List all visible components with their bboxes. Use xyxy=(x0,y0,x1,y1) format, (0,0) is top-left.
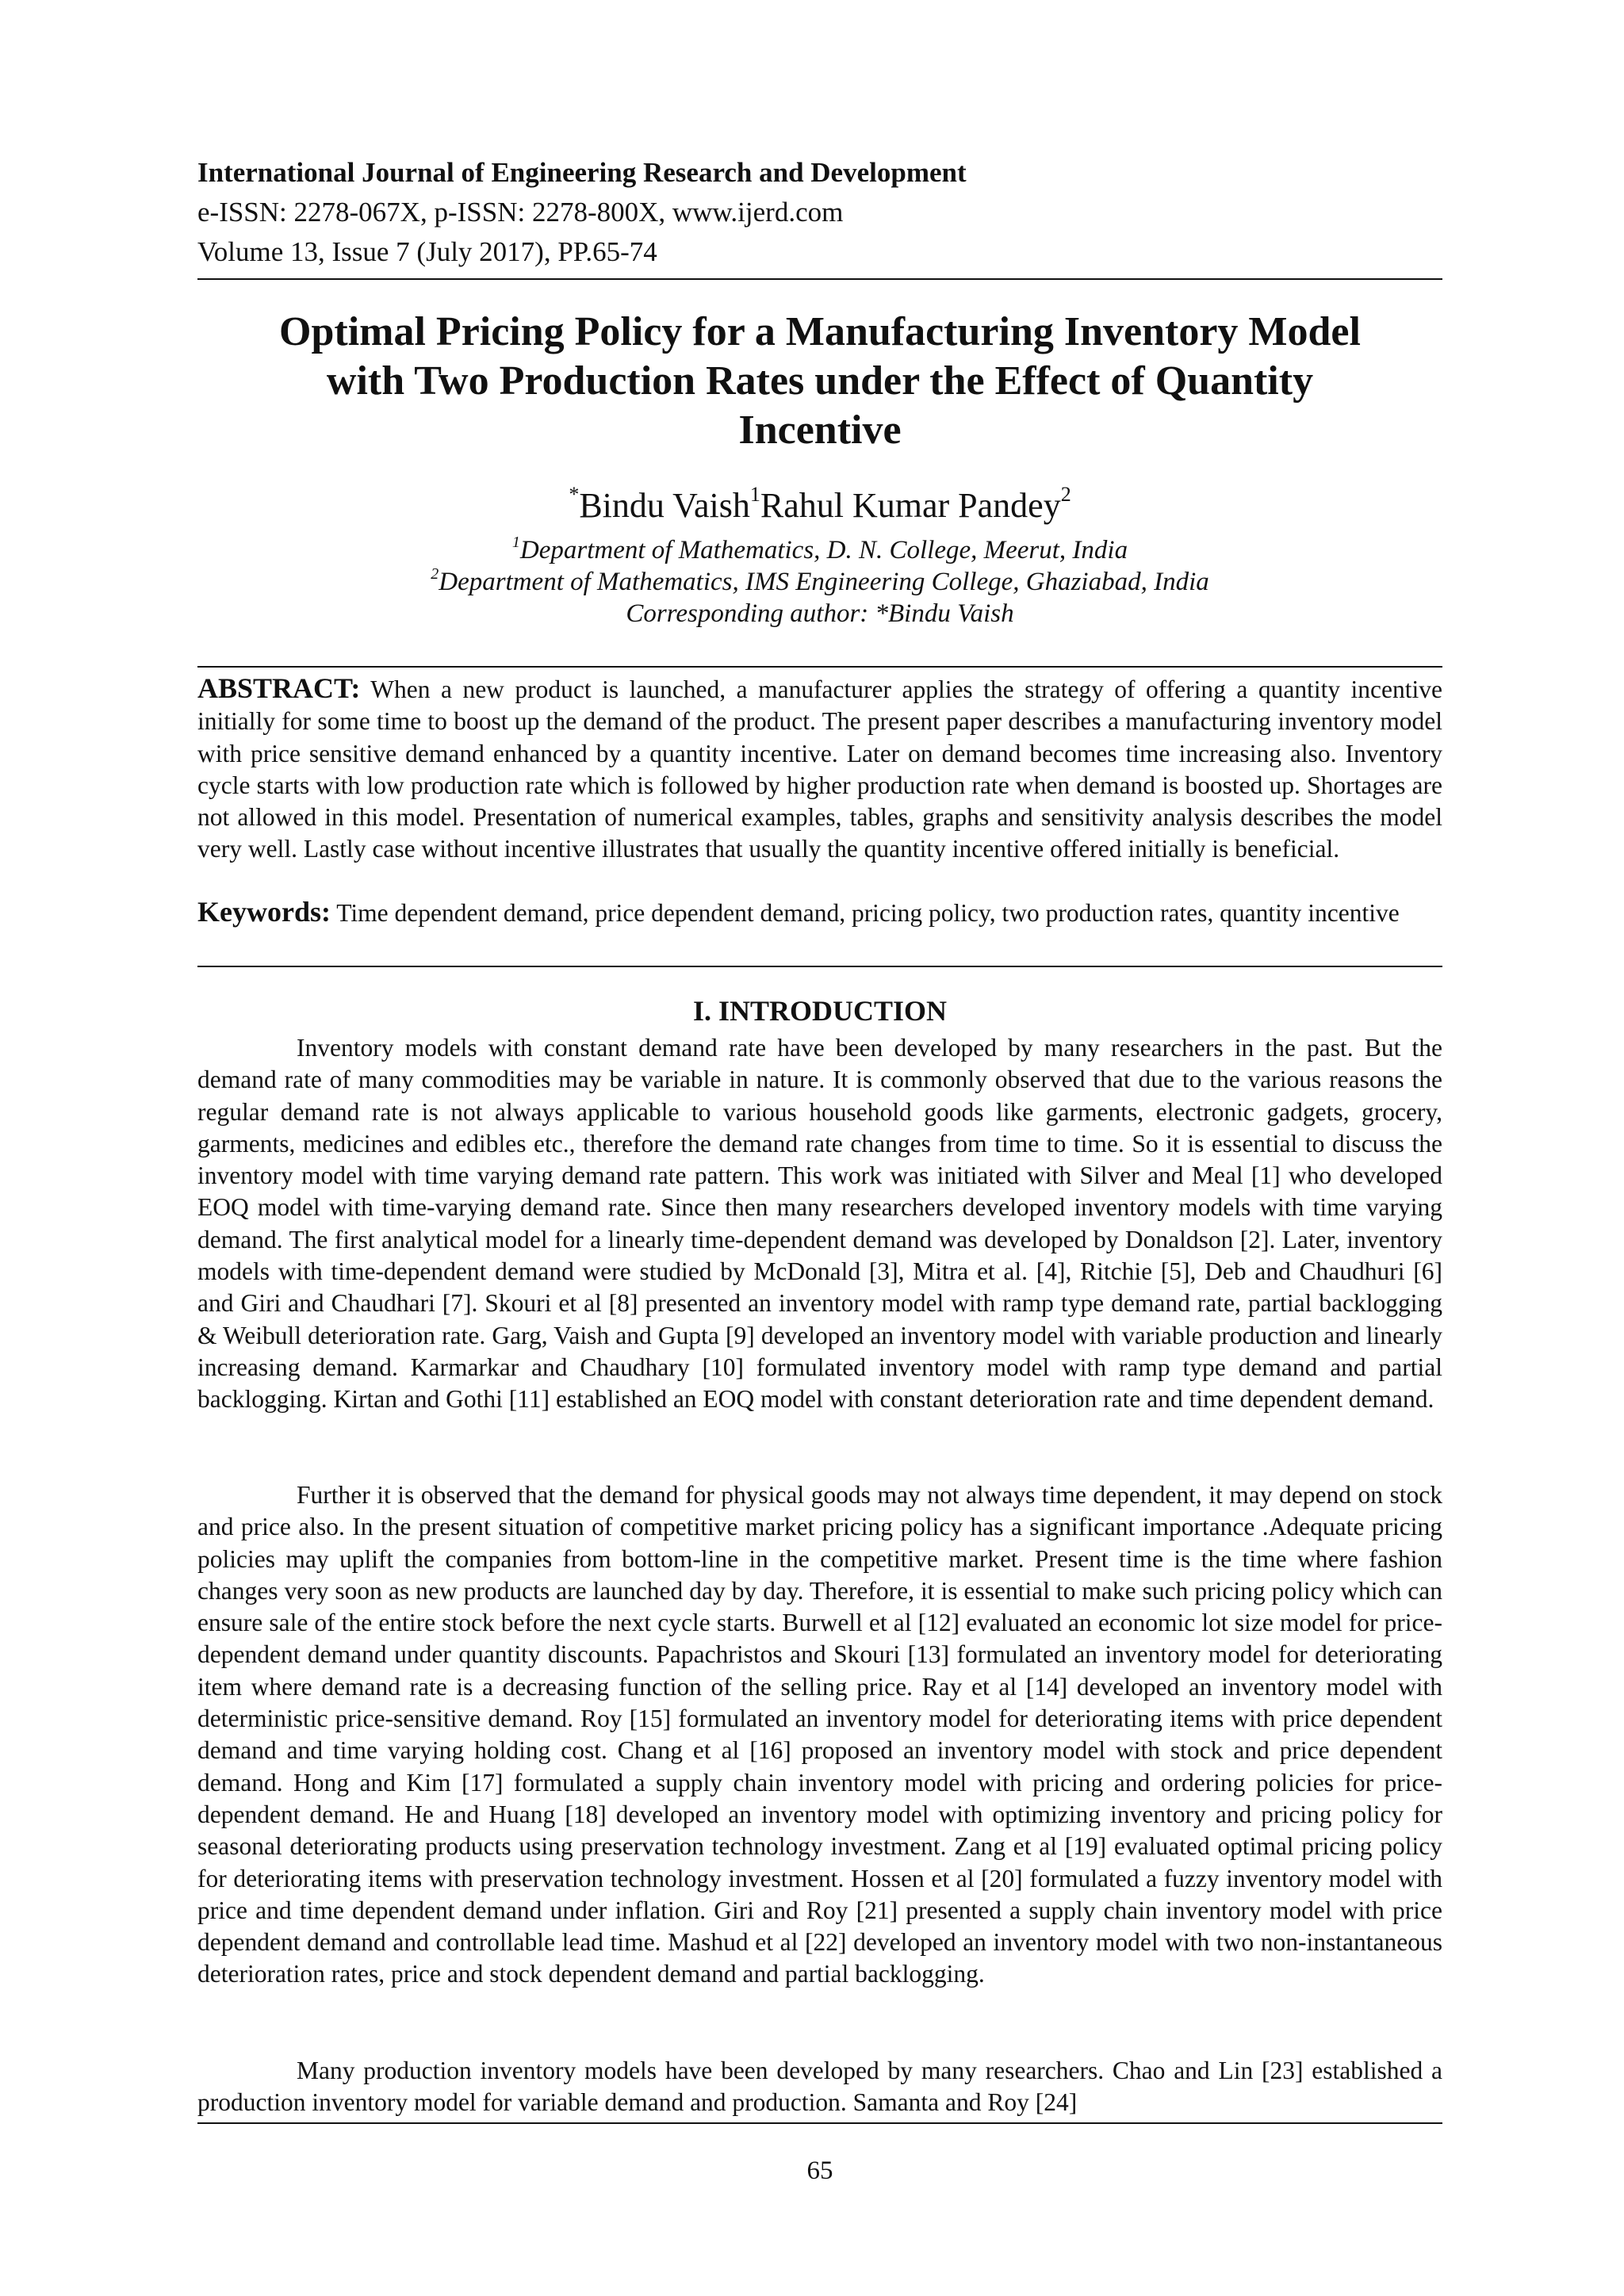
author-1-affil: 1 xyxy=(749,483,760,506)
abstract xyxy=(197,672,1442,866)
corresponding-mark: * xyxy=(569,483,580,506)
footer-rule xyxy=(197,2122,1442,2124)
abstract-top-rule xyxy=(197,666,1442,668)
title-line-2: with Two Production Rates under the Effect of Quantity xyxy=(326,358,1314,404)
abstract-label: ABSTRACT: xyxy=(197,672,361,704)
title-line-1: Optimal Pricing Policy for a Manufacturing Inventory Model xyxy=(279,309,1361,354)
author-2: Rahul Kumar Pandey xyxy=(760,486,1061,525)
header-rule xyxy=(197,278,1442,280)
author-1: Bindu Vaish xyxy=(579,486,750,525)
intro-paragraph-1: Inventory models with constant demand rate have been developed by many researchers in the past. But the demand rate of many commodities may be variable in nature. It is commonly observed that due to the various reasons the regular demand rate is not always applicable to various household goods like garments, electronic gadgets, grocery, garments, medicines and edibles etc., therefore the demand rate changes from time to time. So it is essential to discuss the inventory model with time varying demand rate pattern. This work was initiated with Silver and Meal [1] who developed EOQ model with time-varying demand rate. Since then many researchers developed inventory models with time varying demand. The first analytical model for a linearly time-dependent demand was developed by Donaldson [2]. Later, inventory models with time-dependent demand were studied by McDonald [3], Mitra et al. [4], Ritchie [5], Deb and Chaudhuri [6] and Giri and Chaudhari [7]. Skouri et al [8] presented an inventory model with ramp type demand rate, partial backlogging & Weibull deterioration rate. Garg, Vaish and Gupta [9] developed an inventory model with variable production and linearly increasing demand. Karmarkar and Chaudhary [10] formulated inventory model with ramp type demand and partial backlogging. Kirtan and Gothi [11] established an EOQ model with constant deterioration rate and time dependent demand. xyxy=(197,1034,1442,1414)
title-line-3: Incentive xyxy=(738,408,902,453)
intro-paragraph-3: Many production inventory models have been developed by many researchers. Chao and Lin [23] established a production inventory model for variable demand and production. Samanta and Roy [24] xyxy=(197,2057,1442,2117)
affiliation-2: $^2$Department of Mathematics, IMS Engineering College, Ghaziabad, India xyxy=(431,565,1209,596)
author-2-affil: 2 xyxy=(1060,483,1071,506)
author-list xyxy=(197,485,1442,526)
keywords-text: Time dependent demand, price dependent demand, pricing policy, two production rates, quantity incentive xyxy=(336,899,1400,927)
journal-name: International Journal of Engineering Research and Development xyxy=(197,157,967,188)
journal-issn: e-ISSN: 2278-067X, p-ISSN: 2278-800X, www.ijerd.com xyxy=(197,197,844,228)
affiliation-1: $^1$Department of Mathematics, D. N. College, Meerut, India xyxy=(511,534,1128,564)
keywords-label: Keywords: xyxy=(197,896,331,928)
section-heading-introduction: I. INTRODUCTION xyxy=(692,995,948,1027)
keywords-bottom-rule xyxy=(197,966,1442,967)
paper-title xyxy=(197,308,1442,455)
intro-paragraph-2: Further it is observed that the demand for physical goods may not always time dependent, it may depend on stock and price also. In the present situation of competitive market pricing policy has a significant importance .Adequate pricing policies may uplift the companies from bottom-line in the competitive market. Present time is the time where fashion changes very soon as new products are launched day by day. Therefore, it is essential to make such pricing policy which can ensure sale of the entire stock before the next cycle starts. Burwell et al [12] evaluated an economic lot size model for price-dependent demand under quantity discounts. Papachristos and Skouri [13] formulated an inventory model for deteriorating item where demand rate is a decreasing function of the selling price. Ray et al [14] developed an inventory model with deterministic price-sensitive demand. Roy [15] formulated an inventory model for deteriorating items with price dependent demand and time varying holding cost. Chang et al [16] proposed an inventory model with stock and price dependent demand. Hong and Kim [17] formulated a supply chain inventory model with pricing and ordering policies for price-dependent demand. He and Huang [18] developed an inventory model with optimizing inventory and pricing policy for seasonal deteriorating products using preservation technology investment. Zang et al [19] evaluated optimal pricing policy for deteriorating items with preservation technology investment. Hossen et al [20] formulated a fuzzy inventory model with price and time dependent demand under inflation. Giri and Roy [21] presented a supply chain inventory model with price dependent demand and controllable lead time. Mashud et al [22] developed an inventory model with two non-instantaneous deterioration rates, price and stock dependent demand and partial backlogging. xyxy=(197,1481,1442,1988)
page-number: 65 xyxy=(806,2156,833,2185)
journal-volume: Volume 13, Issue 7 (July 2017), PP.65-74 xyxy=(197,236,657,267)
corresponding-author: Corresponding author: *Bindu Vaish xyxy=(626,599,1014,628)
keywords xyxy=(197,896,1442,929)
abstract-text: When a new product is launched, a manufacturer applies the strategy of offering a quantity incentive initially for some time to boost up the demand of the product. The present paper describes a manufacturing inventory model with price sensitive demand enhanced by a quantity incentive. Later on demand becomes time increasing also. Inventory cycle starts with low production rate which is followed by higher production rate when demand is boosted up. Shortages are not allowed in this model. Presentation of numerical examples, tables, graphs and sensitivity analysis describes the model very well. Lastly case without incentive illustrates that usually the quantity incentive offered initially is beneficial. xyxy=(197,675,1442,863)
